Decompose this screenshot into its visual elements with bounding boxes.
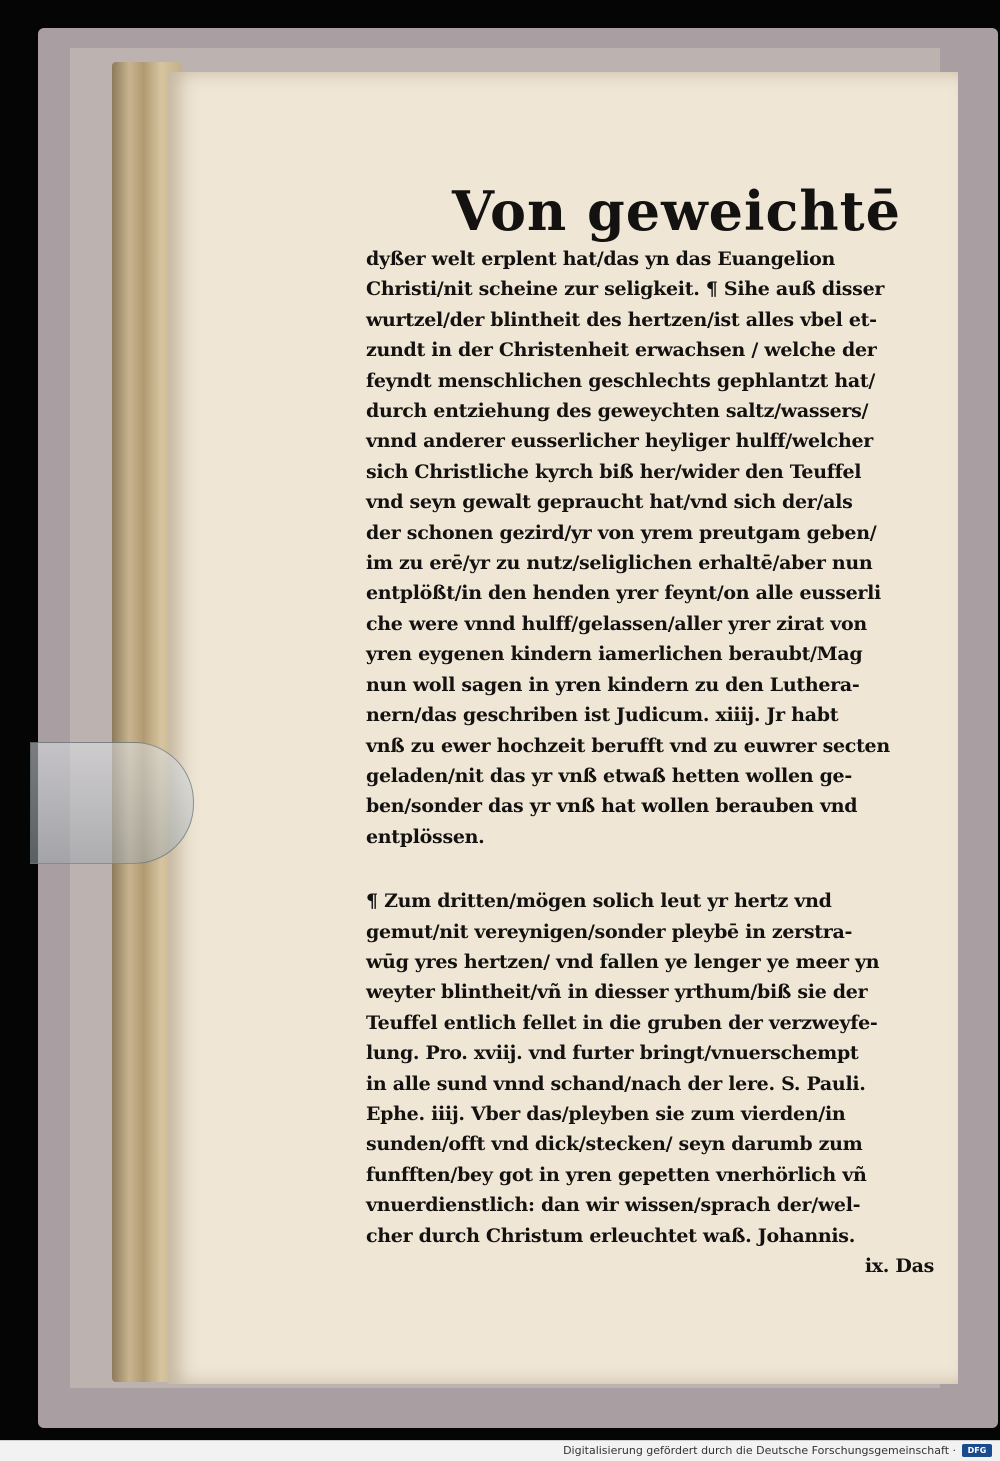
text-line: nern/das geschriben ist Judicum. xiiij. Jr habt: [366, 704, 839, 727]
text-line: nun woll sagen in yren kindern zu den Luthera-: [366, 673, 860, 696]
text-line: cher durch Christum erleuchtet waß. Johannis.: [366, 1224, 856, 1247]
text-line: weyter blintheit/vñ in diesser yrthum/biß sie der: [366, 981, 868, 1004]
text-line: im zu erē/yr zu nutz/seliglichen erhaltē/aber nun: [366, 552, 873, 575]
text-line: Teuffel entlich fellet in die gruben der verzweyfe-: [366, 1011, 878, 1034]
text-line: vnß zu ewer hochzeit berufft vnd zu euwrer secten: [366, 734, 890, 757]
paragraph-2: [366, 886, 940, 1251]
text-line: Christi/nit scheine zur seligkeit. ¶ Sihe auß disser: [366, 278, 885, 301]
page-header: Von geweichtē: [452, 179, 901, 243]
footer-bar: [0, 1440, 1000, 1461]
text-line: zundt in der Christenheit erwachsen / welche der: [366, 339, 877, 362]
text-line: feyndt menschlichen geschlechts gephlantzt hat/: [366, 369, 875, 392]
text-line: ¶ Zum dritten/mögen solich leut yr hertz vnd: [366, 890, 832, 913]
text-line: lung. Pro. xviij. vnd furter bringt/vnuerschempt: [366, 1042, 859, 1065]
text-line: geladen/nit das yr vnß etwaß hetten wollen ge-: [366, 764, 852, 787]
text-line: ben/sonder das yr vnß hat wollen berauben vnd: [366, 795, 858, 818]
paragraph-1: [366, 244, 940, 852]
text-line: sunden/offt vnd dick/stecken/ seyn darumb zum: [366, 1133, 863, 1156]
dfg-logo-icon: DFG: [962, 1444, 992, 1457]
text-line: entplößt/in den henden yrer feynt/on alle eusserli: [366, 582, 881, 605]
text-line: che were vnnd hulff/gelassen/aller yrer zirat von: [366, 612, 867, 635]
text-line: in alle sund vnnd schand/nach der lere. S. Pauli.: [366, 1072, 866, 1095]
page-clip: [30, 742, 194, 864]
footer-credit: Digitalisierung gefördert durch die Deutsche Forschungsgemeinschaft ·: [563, 1444, 956, 1457]
page-text: [366, 178, 940, 1281]
text-line: durch entziehung des geweychten saltz/wassers/: [366, 400, 869, 423]
text-line: yren eygenen kindern iamerlichen beraubt/Mag: [366, 643, 863, 666]
text-line: sich Christliche kyrch biß her/wider den Teuffel: [366, 460, 862, 483]
text-line: vnuerdienstlich: dan wir wissen/sprach der/wel-: [366, 1194, 861, 1217]
text-line: gemut/nit vereynigen/sonder pleybē in zerstra-: [366, 920, 853, 943]
text-line: funfften/bey got in yren gepetten vnerhörlich vñ: [366, 1163, 867, 1186]
text-line: wūg yres hertzen/ vnd fallen ye lenger ye meer yn: [366, 950, 880, 973]
text-line: dyßer welt erplent hat/das yn das Euangelion: [366, 248, 836, 270]
catchword: ix. Das: [864, 1255, 934, 1277]
text-line: vnnd anderer eusserlicher heyliger hulff/welcher: [366, 430, 873, 453]
text-line: entplössen.: [366, 825, 485, 848]
paragraph-gap: [366, 852, 940, 886]
text-line: vnd seyn gewalt gepraucht hat/vnd sich der/als: [366, 491, 853, 514]
text-line: Ephe. iiij. Vber das/pleyben sie zum vierden/in: [366, 1102, 846, 1125]
text-line: der schonen gezird/yr von yrem preutgam geben/: [366, 521, 877, 544]
text-line: wurtzel/der blintheit des hertzen/ist alles vbel et-: [366, 308, 877, 331]
